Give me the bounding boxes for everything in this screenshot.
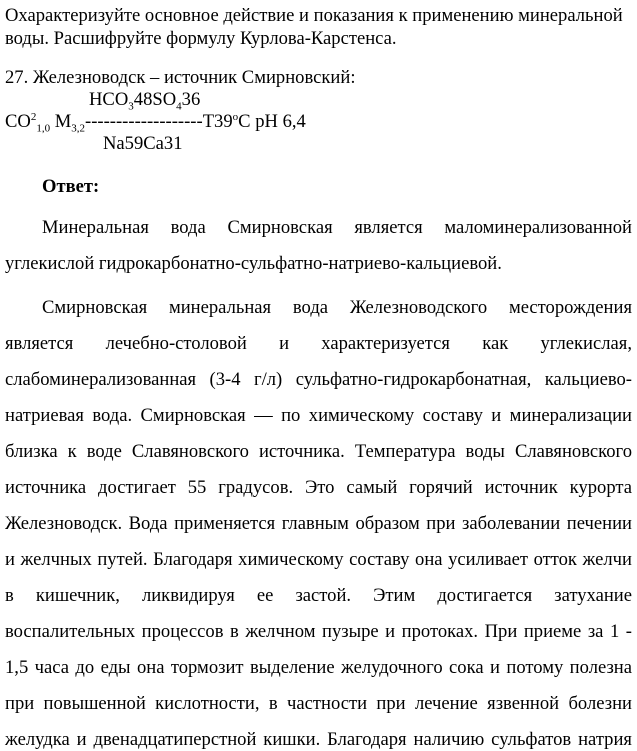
formula-numerator bbox=[89, 89, 200, 111]
answer-p2-line-12: при повышенной кислотности, в частности при лечение язвенной болезни bbox=[5, 693, 632, 714]
task-line-2: воды. Расшифруйте формулу Курлова-Карстенса. bbox=[5, 28, 397, 49]
formula-main bbox=[5, 111, 306, 133]
item-title: 27. Железноводск – источник Смирновский: bbox=[5, 67, 356, 88]
answer-p2-line-13: желудка и двенадцатиперстной кишки. Благодаря наличию сульфатов натрия bbox=[5, 729, 632, 750]
answer-p2-line-9: в кишечник, ликвидируя ее застой. Этим достигается затухание bbox=[5, 585, 632, 606]
answer-p2-line-6: источника достигает 55 градусов. Это самый горячий источник курорта bbox=[5, 477, 632, 498]
formula-co: CO bbox=[5, 111, 31, 132]
answer-p1-line-2: углекислой гидрокарбонатно-сульфатно-натриево-кальциевой. bbox=[5, 253, 502, 274]
formula-temp: T39 bbox=[202, 111, 233, 132]
formula-hco: HCO bbox=[89, 89, 129, 110]
answer-p2-line-8: и желчных путей. Благодаря химическому составу она усиливает отток желчи bbox=[5, 549, 632, 570]
formula-so-value: 36 bbox=[181, 89, 201, 110]
formula-temp-sup: o bbox=[232, 110, 239, 123]
formula-denominator: Na59Ca31 bbox=[103, 133, 183, 154]
answer-p2-line-10: воспалительных процессов в желчном пузыре и протоках. При приеме за 1 - bbox=[5, 621, 632, 642]
answer-p2-line-4: натриевая вода. Смирновская — по химическому составу и минерализации bbox=[5, 405, 632, 426]
formula-ph: C pH 6,4 bbox=[238, 111, 306, 132]
formula-m: M bbox=[50, 111, 72, 132]
formula-co-sub: 1,0 bbox=[36, 122, 51, 135]
answer-p2-line-7: Железноводск. Вода применяется главным образом при заболевании печении bbox=[5, 513, 632, 534]
answer-p2-line-5: близка к воде Славяновского источника. Температура воды Славяновского bbox=[5, 441, 632, 462]
formula-so: 48SO bbox=[133, 89, 177, 110]
formula-co-sup: 2 bbox=[30, 110, 37, 123]
formula-dashes: ------------------- bbox=[85, 111, 203, 132]
formula-so-sub: 4 bbox=[176, 100, 182, 113]
formula-hco-sub: 3 bbox=[128, 100, 134, 113]
answer-p2-line-1: Смирновская минеральная вода Железноводского месторождения bbox=[42, 297, 632, 318]
formula-m-sub: 3,2 bbox=[71, 122, 86, 135]
answer-heading: Ответ: bbox=[42, 176, 100, 197]
answer-p2-line-2: является лечебно-столовой и характеризуется как углекислая, bbox=[5, 333, 632, 354]
answer-p2-line-11: 1,5 часа до еды она тормозит выделение желудочного сока и потому полезна bbox=[5, 657, 632, 678]
answer-p1-line-1: Минеральная вода Смирновская является маломинерализованной bbox=[42, 217, 632, 238]
answer-p2-line-3: слабоминерализованная (3-4 г/л) сульфатно-гидрокарбонатная, кальциево- bbox=[5, 369, 632, 390]
task-line-1: Охарактеризуйте основное действие и показания к применению минеральной bbox=[5, 5, 623, 26]
